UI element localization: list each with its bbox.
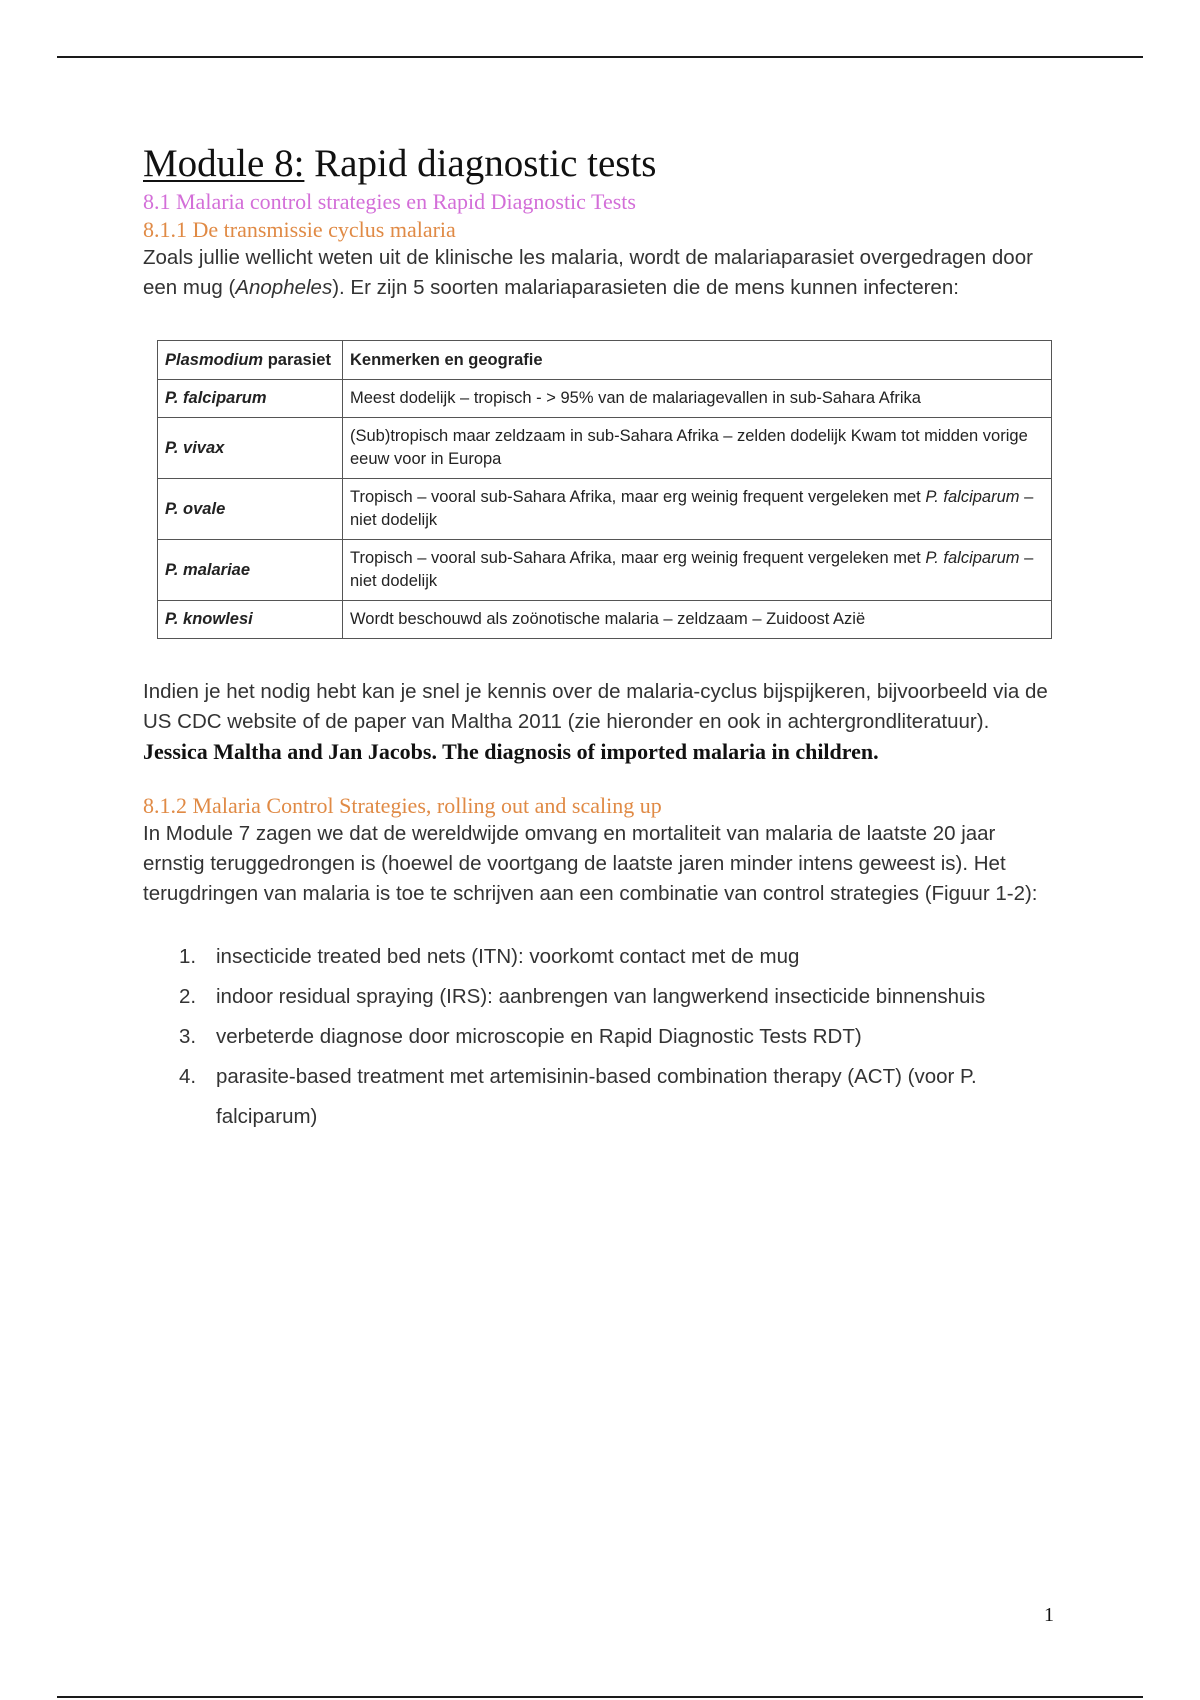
header-rule	[57, 56, 1143, 58]
table-cell-parasite: P. falciparum	[158, 380, 343, 418]
table-header-characteristics: Kenmerken en geografie	[343, 341, 1052, 380]
parasite-table	[157, 340, 1052, 639]
table-header-parasite	[158, 341, 343, 380]
table-cell-description	[343, 601, 1052, 639]
list-number: 2.	[179, 985, 197, 1008]
table-cell-parasite: P. knowlesi	[158, 601, 343, 639]
list-number: 3.	[179, 1025, 197, 1048]
table-header-row	[158, 341, 1052, 380]
footer-rule	[57, 1696, 1143, 1698]
intro-text-2: ). Er zijn 5 soorten malariaparasieten die de mens kunnen infecteren:	[332, 276, 959, 299]
table-row	[158, 601, 1052, 639]
table-row	[158, 380, 1052, 418]
table-cell-parasite: P. vivax	[158, 418, 343, 479]
list-item	[143, 1057, 1058, 1137]
table-row	[158, 540, 1052, 601]
reference-text: Indien je het nodig hebt kan je snel je kennis over de malaria-cyclus bijspijkeren, bijvoorbeeld via de US CDC website of de paper van Maltha 2011 (zie hieronder en ook in achtergrondliteratuur).	[143, 680, 1048, 733]
reference-paragraph	[143, 677, 1058, 768]
page-title	[143, 140, 1058, 188]
page-content	[143, 140, 1058, 1137]
parasite-table-wrapper	[157, 340, 1052, 639]
list-text: verbeterde diagnose door microscopie en Rapid Diagnostic Tests RDT)	[216, 1025, 862, 1048]
list-item	[143, 1017, 1058, 1057]
table-cell-description	[343, 380, 1052, 418]
table-cell-parasite: P. ovale	[158, 479, 343, 540]
list-number: 4.	[179, 1065, 197, 1088]
header-plasmodium: Plasmodium	[165, 350, 264, 369]
list-number: 1.	[179, 945, 197, 968]
desc-text: Tropisch – vooral sub-Sahara Afrika, maar erg weinig frequent vergeleken met	[350, 488, 926, 506]
desc-text: Meest dodelijk – tropisch - > 95% van de malariagevallen in sub-Sahara Afrika	[350, 389, 921, 407]
list-item	[143, 977, 1058, 1017]
control-strategies-paragraph: In Module 7 zagen we dat de wereldwijde omvang en mortaliteit van malaria de laatste 20 jaar ernstig teruggedrongen is (hoewel de voortgang de laatste jaren minder intens geweest is). Het terugdringen van malaria is toe te schrijven aan een combinatie van control strategies (Figuur 1-2):	[143, 822, 1038, 905]
desc-text-end: – niet dodelijk	[350, 549, 1034, 590]
reference-citation: Jessica Maltha and Jan Jacobs. The diagnosis of imported malaria in children.	[143, 739, 879, 764]
module-title: Rapid diagnostic tests	[304, 142, 657, 185]
table-cell-parasite: P. malariae	[158, 540, 343, 601]
table-cell-description	[343, 540, 1052, 601]
intro-paragraph	[143, 243, 1058, 303]
list-text: insecticide treated bed nets (ITN): voorkomt contact met de mug	[216, 945, 800, 968]
table-cell-description	[343, 418, 1052, 479]
desc-species: P. falciparum	[925, 488, 1020, 506]
section-heading-8-1: 8.1 Malaria control strategies en Rapid Diagnostic Tests	[143, 189, 636, 214]
desc-species: P. falciparum	[925, 549, 1020, 567]
table-row	[158, 479, 1052, 540]
desc-text: Wordt beschouwd als zoönotische malaria – zeldzaam – Zuidoost Azië	[350, 610, 866, 628]
intro-text-1: Zoals jullie wellicht weten uit de klinische les malaria, wordt de malariaparasiet overgedragen door een mug (	[143, 246, 1033, 299]
desc-text-end: – niet dodelijk	[350, 488, 1034, 529]
list-text: parasite-based treatment met artemisinin-based combination therapy (ACT) (voor P. falciparum)	[216, 1065, 977, 1128]
section-heading-8-1-1: 8.1.1 De transmissie cyclus malaria	[143, 217, 456, 242]
intro-species: Anopheles	[235, 276, 333, 299]
section-heading-8-1-2: 8.1.2 Malaria Control Strategies, rolling out and scaling up	[143, 793, 662, 818]
table-row	[158, 418, 1052, 479]
module-label: Module 8:	[143, 142, 305, 185]
page-number: 1	[1044, 1604, 1054, 1626]
desc-text: (Sub)tropisch maar zeldzaam in sub-Sahara Afrika – zelden dodelijk Kwam tot midden vorige eeuw voor in Europa	[350, 427, 1028, 468]
strategy-list	[143, 937, 1058, 1137]
header-parasiet: parasiet	[263, 350, 331, 369]
table-cell-description	[343, 479, 1052, 540]
desc-text: Tropisch – vooral sub-Sahara Afrika, maar erg weinig frequent vergeleken met	[350, 549, 926, 567]
list-text: indoor residual spraying (IRS): aanbrengen van langwerkend insecticide binnenshuis	[216, 985, 986, 1008]
list-item	[143, 937, 1058, 977]
